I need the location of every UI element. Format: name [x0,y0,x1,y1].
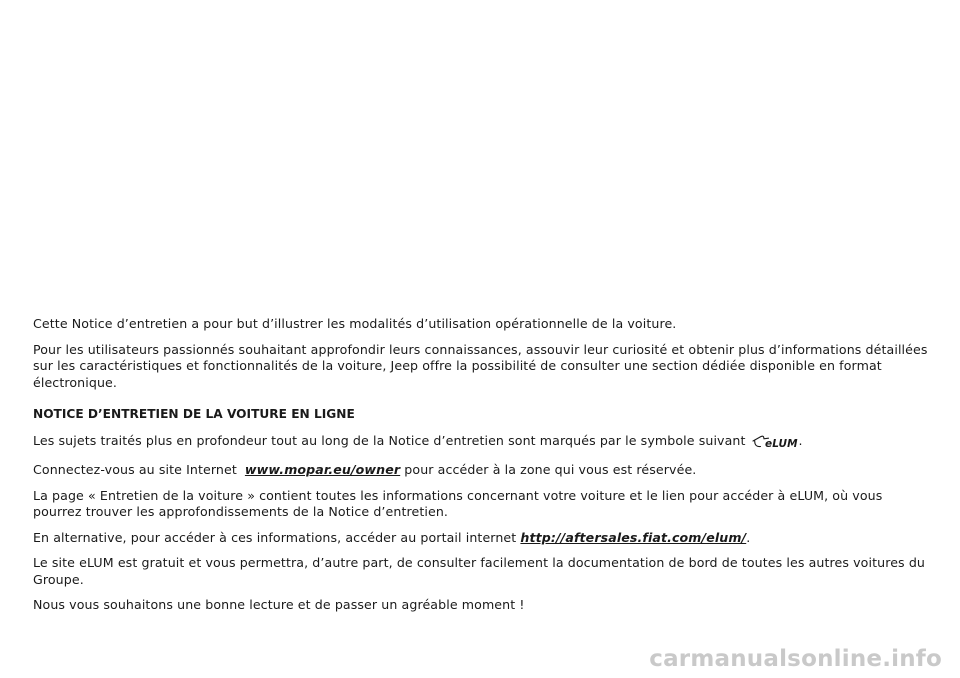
connect-paragraph [33,462,933,479]
elum-symbol-text: eLUM [764,437,798,449]
enthusiasts-paragraph: Pour les utilisateurs passionnés souhaitant approfondir leurs connaissances, assouvir leur curiosité et obtenir plus d’informations détaillées sur les caractéristiques et fonctionnalités de la voiture, Jeep offre la possibilité de consulter une section dédiée disponible en format électronique. [33,341,928,390]
symbol-paragraph-end: . [798,432,803,448]
document-body [33,316,933,623]
connect-text: Connectez-vous au site Internet [33,462,237,477]
closing-paragraph: Nous vous souhaitons une bonne lecture et de passer un agréable moment ! [33,597,525,612]
watermark: carmanualsonline.info [649,646,942,672]
mopar-owner-link[interactable]: www.mopar.eu/owner [244,462,401,477]
aftersales-elum-link[interactable]: http://aftersales.fiat.com/elum/ [520,529,747,545]
section-heading: NOTICE D’ENTRETIEN DE LA VOITURE EN LIGNE [33,407,355,421]
free-site-paragraph: Le site eLUM est gratuit et vous permettra, d’autre part, de consulter facilement la documentation de bord de toutes les autres voitures du Groupe. [33,555,925,587]
symbol-paragraph [33,432,933,454]
alternative-paragraph [33,530,933,547]
page-info-paragraph: La page « Entretien de la voiture » contient toutes les informations concernant votre voiture et le lien pour accéder à eLUM, où vous pourrez trouver les approfondissements de la Notice d’entretien. [33,487,883,519]
elum-hand-icon [752,432,798,454]
symbol-paragraph-text: Les sujets traités plus en profondeur tout au long de la Notice d’entretien sont marqués par le symbole suivant [33,432,746,448]
connect-text-after: pour accéder à la zone qui vous est réservée. [400,462,697,477]
alternative-text: En alternative, pour accéder à ces informations, accéder au portail internet [33,529,521,545]
intro-paragraph: Cette Notice d’entretien a pour but d’illustrer les modalités d’utilisation opérationnelle de la voiture. [33,316,677,331]
alternative-text-end: . [746,529,751,545]
